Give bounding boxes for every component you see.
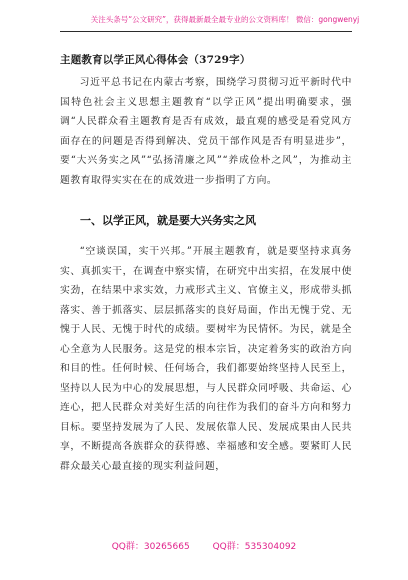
footer-contact [0, 539, 408, 552]
header-divider [60, 31, 352, 32]
intro-paragraph: 习近平总书记在内蒙古考察，围绕学习贯彻习近平新时代中国特色社会主义思想主题教育“以学正风”提出明确要求，强调“人民群众看主题教育是否有成效，最直观的感受是看党风方面存在的问题是否得到解决、党员干部作风是否有明显进步”，要“大兴务实之风”“弘扬清廉之风”“养成俭朴之风”，为推动主题教育取得实实在在的成效进一步指明了方向。 [60, 77, 352, 186]
section-paragraph: “空谈误国，实干兴邦。”开展主题教育，就是要坚持求真务实、真抓实干，在调查中察实情，在研究中出实招，在发展中使实劲，在结果中求实效，力戒形式主义、官僚主义，形成带头抓落实、善于抓落实、层层抓落实的良好局面，作出无愧于党、无愧于人民、无愧于时代的成绩。要树牢为民情怀。为民，就是全心全意为人民服务。这是党的根本宗旨，决定着务实的政治方向和目的性。任何时候、任何场合，我们都要始终坚持人民至上，坚持以人民为中心的发展思想，与人民群众同呼吸、共命运、心连心，把人民群众对美好生活的向往作为我们的奋斗方向和努力目标。要坚持发展为了人民、发展依靠人民、发展成果由人民共享，不断提高各族群众的获得感、幸福感和安全感。要紧盯人民群众最关心最直接的现实利益问题， [60, 246, 352, 472]
document-title: 主题教育以学正风心得体会（3729字） [60, 54, 251, 66]
section-heading: 一、以学正风，就是要大兴务实之风 [80, 214, 256, 227]
qq-group-2: QQ群：535304092 [212, 542, 297, 552]
qq-group-1: QQ群：30265665 [111, 542, 190, 552]
header-banner: 关注头条号“公文研究”，获得最新最全最专业的公文资料库！ 微信：gongwenyj [90, 15, 360, 24]
